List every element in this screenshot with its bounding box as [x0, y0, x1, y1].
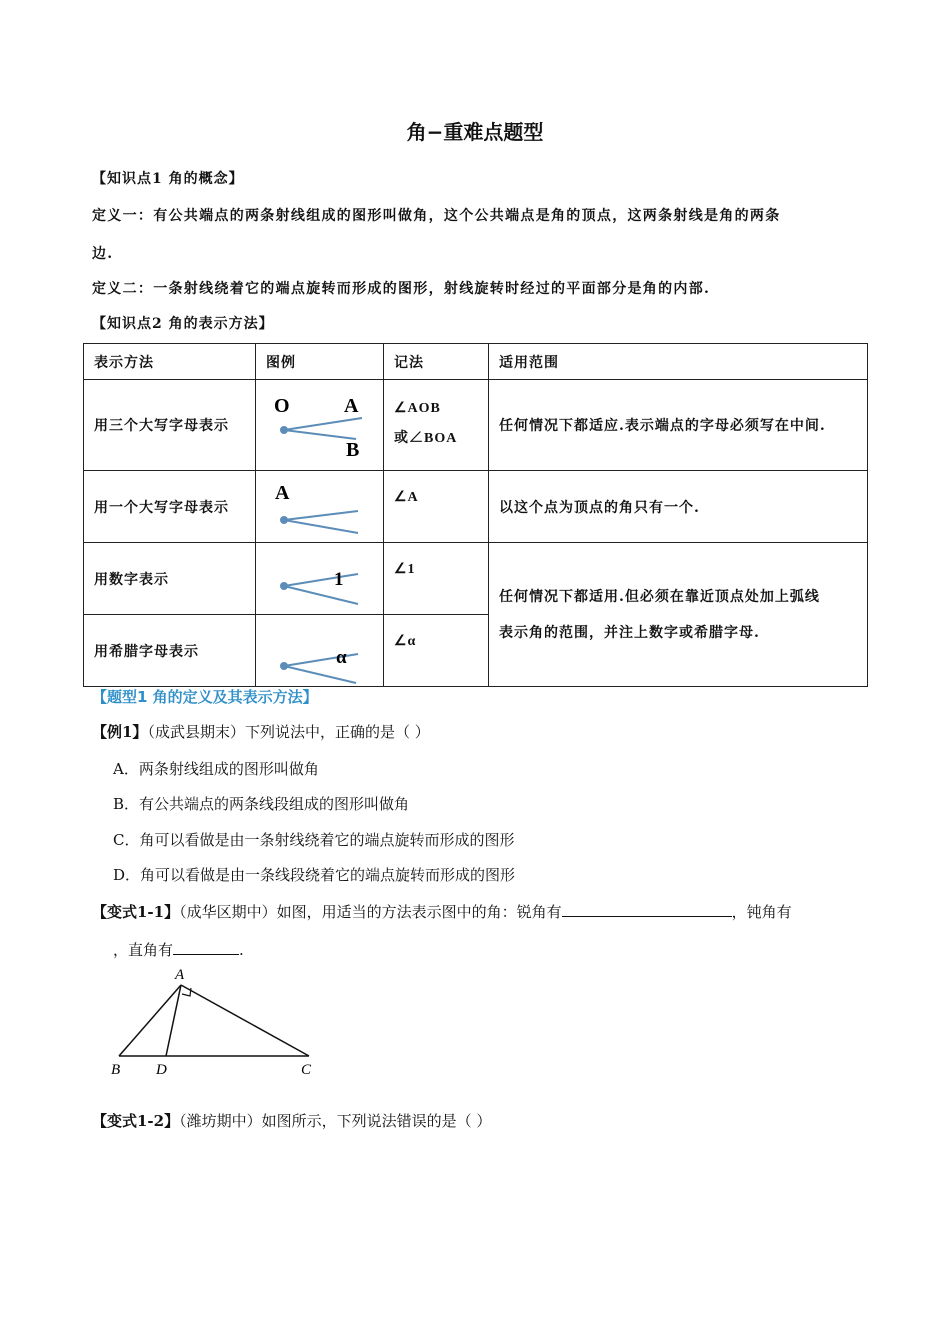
label-b: B — [346, 439, 361, 461]
method-three-letters: 用三个大写字母表示 — [84, 380, 256, 471]
scope-one-letter: 以这个点为顶点的角只有一个. — [489, 471, 868, 543]
page-title: 角−重难点题型 — [406, 120, 544, 144]
method-one-letter: 用一个大写字母表示 — [84, 471, 256, 543]
def1-line2: 边. — [92, 246, 114, 262]
label-o: O — [274, 395, 291, 417]
example1-prefix: 【例1】 — [92, 723, 148, 741]
option-c: C．角可以看做是由一条射线绕着它的端点旋转而形成的图形 — [113, 831, 515, 849]
vertex-d: D — [156, 1062, 167, 1078]
label-a: A — [344, 395, 360, 417]
method-number: 用数字表示 — [84, 543, 256, 615]
example1-line — [92, 721, 430, 742]
header-scope: 适用范围 — [489, 344, 868, 380]
vertex-c: C — [301, 1062, 312, 1078]
vertex-b: B — [111, 1062, 121, 1078]
variant1-1-line1 — [92, 901, 792, 922]
vertex-a: A — [175, 967, 185, 983]
scope-shared-line1: 任何情况下都适用.但必须在靠近顶点处加上弧线 — [499, 588, 820, 605]
angle-a-figure — [256, 471, 384, 542]
header-method: 表示方法 — [84, 344, 256, 380]
variant1-1-right-text: ，直角有 — [113, 941, 174, 959]
angle-alpha-figure — [256, 615, 384, 686]
scope-three-letters: 任何情况下都适应.表示端点的字母必须写在中间. — [489, 380, 868, 471]
figure-greek — [256, 615, 384, 687]
notation-three-letters — [384, 380, 489, 471]
figure-one-letter — [256, 471, 384, 543]
angle-1-figure — [256, 543, 384, 614]
def2: 定义二：一条射线绕着它的端点旋转而形成的图形，射线旋转时经过的平面部分是角的内部. — [92, 281, 711, 297]
notation-boa: 或∠BOA — [394, 431, 458, 446]
variant1-1-line2 — [113, 939, 244, 960]
angle-aob-figure — [256, 380, 384, 470]
scope-number-greek — [489, 543, 868, 687]
figure-number — [256, 543, 384, 615]
kp2-heading: 【知识点2 角的表示方法】 — [92, 316, 274, 332]
kp1-heading: 【知识点1 角的概念】 — [92, 171, 244, 187]
variant1-2-prefix: 【变式1-2】 — [92, 1112, 180, 1130]
header-notation: 记法 — [384, 344, 489, 380]
figure-three-letters — [256, 380, 384, 471]
variant1-1-prefix: 【变式1-1】 — [92, 903, 180, 921]
right-angle-blank[interactable] — [173, 940, 239, 955]
label-1: 1 — [334, 569, 345, 590]
method-greek: 用希腊字母表示 — [84, 615, 256, 687]
variant1-1-period: . — [239, 941, 244, 959]
acute-angle-blank[interactable] — [562, 902, 732, 917]
def1-line1: 定义一：有公共端点的两条射线组成的图形叫做角，这个公共端点是角的顶点，这两条射线是角的两条 — [92, 208, 781, 224]
variant1-1-text-end: ，钝角有 — [731, 903, 792, 921]
angle-table — [83, 343, 868, 687]
example1-stem: （成武县期末）下列说法中，正确的是（ ） — [147, 723, 430, 741]
header-figure: 图例 — [256, 344, 384, 380]
option-a: A．两条射线组成的图形叫做角 — [113, 760, 319, 778]
label-alpha: α — [336, 647, 348, 668]
notation-number: ∠1 — [384, 543, 489, 615]
variant1-2-stem: （潍坊期中）如图所示，下列说法错误的是（ ） — [179, 1112, 492, 1130]
variant1-1-text: （成华区期中）如图，用适当的方法表示图中的角：锐角有 — [179, 903, 562, 921]
scope-shared-line2: 表示角的范围，并注上数字或希腊字母. — [499, 624, 760, 641]
notation-aob: ∠AOB — [394, 401, 441, 416]
triangle-figure — [105, 962, 320, 1080]
notation-one-letter: ∠A — [384, 471, 489, 543]
label-a-single: A — [275, 482, 291, 504]
notation-greek: ∠α — [384, 615, 489, 687]
variant1-2-line — [92, 1110, 491, 1131]
type1-heading: 【题型1 角的定义及其表示方法】 — [92, 688, 318, 706]
option-d: D．角可以看做是由一条线段绕着它的端点旋转而形成的图形 — [113, 866, 516, 884]
option-b: B．有公共端点的两条线段组成的图形叫做角 — [113, 795, 410, 813]
